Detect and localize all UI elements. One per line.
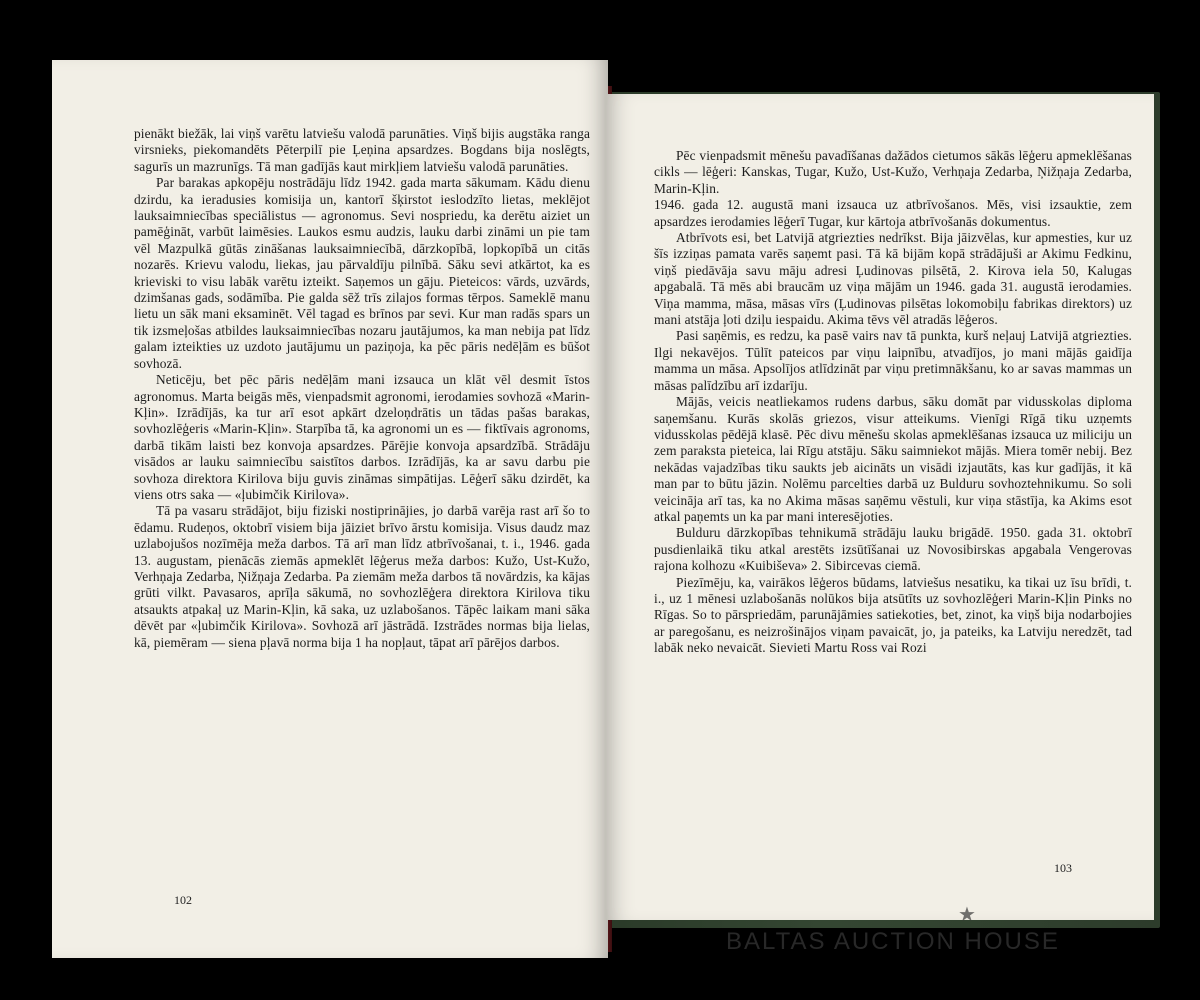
paragraph: 1946. gada 12. augustā mani izsauca uz atbrīvošanos. Mēs, visi izsauktie, zem apsardzes ierodamies lēģerī Tugar, kur kārtoja atbrīvošanās dokumentus.: [654, 197, 1132, 229]
paragraph: Par barakas apkopēju nostrādāju līdz 1942. gada marta sākumam. Kādu dienu dzirdu, ka ieradusies komisija un, kantorī šķirstot ieslodzīto lietas, meklējot lauksaimniecības speciālistus — agronomus. Sevi nospriedu, ka derētu aiziet un pamēģināt, varbūt laimēsies. Laukos esmu audzis, lauku darbi zināmi un pie tam vēl Mazpulkā gūtās zināšanas lauksaimniecībā, dārzkopībā, lopkopībā un citās nozarēs. Krievu valodu, liekas, jau pārvaldīju pilnībā. Sāku sevi atkārtot, ka es krieviski to visu labāk varētu izteikt. Saņemos un gāju. Pieteicos: vārds, uzvārds, dzimšanas gads, sodāmība. Pie galda sēž trīs zilajos formas tērpos. Sameklē manu lietu un sāk mani eksaminēt. Vēl tagad es brīnos par sevi. Kur man radās spars un tik izsmeļošas atbildes lauksaimniecības nozaru jautājumos, ka man nebija pat līdz galam izteikties uz uzdoto jautājumu un paziņoja, ka pēc pāris nedēļām es būšot sovhozā.: [134, 175, 590, 371]
star-icon: ★: [958, 904, 978, 926]
paragraph: Pēc vienpadsmit mēnešu pavadīšanas dažādos cietumos sākās lēģeru apmeklēšanas cikls — lēģeri: Kanskas, Tugar, Kužo, Ust-Kužo, Verhņaja Zedarba, Ņižņaja Zedarba, Marin-Kļin.: [654, 148, 1132, 196]
paragraph: Neticēju, bet pēc pāris nedēļām mani izsauca un klāt vēl desmit īstos agronomus. Marta beigās mēs, vienpadsmit agronomi, ierodamies sovhozā «Marin-Kļin». Izrādījās, ka tur arī esot apkārt dzeloņdrātis un tādas pašas barakas, sovhozlēģeris «Marin-Kļin». Starpība tā, ka agronomi un es — fiktīvais agronoms, darbā tikām laisti bez konvoja apsardzes. Pārējie konvoja apsardzībā. Strādāju visādos ar lauku saimniecību saistītos darbos. Izrādījās, ka ar savu darbu pie sovhoza direktora Kirilova biju guvis zināmas simpātijas. Lēģerī sāku dzirdēt, ka viens otrs saka — «ļubimčik Kirilova».: [134, 372, 590, 502]
paragraph: pienākt biežāk, lai viņš varētu latviešu valodā parunāties. Viņš bijis augstāka ranga virsnieks, piekomandēts Pēterpilī pie Ļeņina apsardzes. Bogdans bija noslēgts, sagurīs un mazrunīgs. Tā man gadījās kaut mirkļiem latviešu valodā parunāties.: [134, 126, 590, 174]
paragraph: Mājās, veicis neatliekamos rudens darbus, sāku domāt par vidusskolas diploma saņemšanu. Kurās skolās griezos, visur atteikums. Vienīgi Rīgā tiku uzņemts vidusskolas pēdējā klasē. Pēc divu mēnešu skolas apmeklēšanas izsauca uz miliciju un zem paraksta pieteica, lai Rīgu atstāju. Sāku saimniekot mājās. Miera tomēr nebij. Bez nekādas vajadzības tiku saukts jeb aicināts un visādi izjautāts, kas kur gadījās, it kā man par to būtu jāzin. Nolēmu parcelties darbā uz Bulduru sovhoztehnikumu. So soli veicināja arī tas, ka no Akima māsas saņēmu vēstuli, kur viņa stāstīja, ka Akims esot atkal paņemts un ka par mani interesējoties.: [654, 394, 1132, 524]
right-page: [606, 94, 1154, 920]
page-number: 102: [174, 893, 192, 907]
paragraph: Tā pa vasaru strādājot, biju fiziski nostiprinājies, jo darbā varēja rast arī šo to ēdamu. Rudeņos, oktobrī visiem bija jāiziet brīvo ārstu komisija. Visus daudz maz uzlabojušos nozīmēja meža darbos. Tā arī man līdz atbrīvošanai, t. i., 1946. gada 13. augustam, pienācās ziemās apmeklēt lēģerus meža darbos: Kužo, Ust-Kužo, Verhņaja Zedarba, Ņižņaja Zedarba. Pa ziemām meža darbos tā novārdzis, ka kājas grūti vilkt. Pavasaros, aprīļa sākumā, no sovhozlēģera direktora Kirilova tiku atsaukts atpakaļ uz Marin-Kļin, kā saka, uz uzlabošanos. Tāpēc laikam mani sāka dēvēt par «ļubimčik Kirilova». Sovhozā arī jāstrādā. Izstrādes normas bija lielas, kā, piemēram — siena pļavā norma bija 1 ha nopļaut, tāpat arī pārējos darbos.: [134, 503, 590, 650]
page-number: 103: [1054, 861, 1072, 875]
watermark-text: BALTAS AUCTION HOUSE: [726, 928, 1060, 955]
left-page-text: [134, 126, 590, 651]
paragraph: Pasi saņēmis, es redzu, ka pasē vairs nav tā punkta, kurš neļauj Latvijā atgriezties. Ilgi nekavējos. Tūlīt pateicos par viņu laipnību, atvadījos, jo mani mājās gaidīja mamma un māsa. Apsolījos atlīdzināt par viņu pretimnākšanu, ko ar savas mammas un māsas palīdzību arī izdarīju.: [654, 328, 1132, 393]
paragraph: Bulduru dārzkopības tehnikumā strādāju lauku brigādē. 1950. gada 31. oktobrī pusdienlaikā tiku atkal arestēts izsūtīšanai uz Novosibirskas apgabala Vengerovas rajona kolhozu «Kuibiševa» 2. Sibircevas ciemā.: [654, 525, 1132, 574]
left-page: [52, 60, 608, 958]
paragraph: Atbrīvots esi, bet Latvijā atgriezties nedrīkst. Bija jāizvēlas, kur apmesties, kur uz šīs izziņas pamata varēs saņemt pasi. Tā kā bijām kopā strādājuši ar Akimu Fedkinu, viņš piedāvāja savu māju adresi Ļudinovas pilsētā, 2. Kirova iela 50, Kalugas apgabalā. Tā mēs abi braucām uz viņa mājām un 1946. gada 31. augustā ierodamies. Viņa mamma, māsa, māsas vīrs (Ļudinovas pilsētas lokomobiļu fabrikas direktors) uz mani atstāja ļoti dziļu iespaidu. Akima tēvs vēl atradās lēģeros.: [654, 230, 1132, 328]
paragraph: Piezīmēju, ka, vairākos lēģeros būdams, latviešus nesatiku, ka tikai uz īsu brīdi, t. i., uz 1 mēnesi uzlabošanās nolūkos bija atsūtīts uz sovhozlēģeri Marin-Kļin Pinks no Rīgas. So to pārspriedām, parunājāmies satiekoties, bet, zinot, ka viņš bija nodarbojies ar paregošanu, es neizrošinājos viņam pavaicāt, jo, ja pateiks, ka Latviju neredzēt, tad labāk neko nevaicāt. Sievieti Martu Ross vai Rozi: [654, 574, 1132, 656]
right-page-text: [654, 148, 1132, 657]
